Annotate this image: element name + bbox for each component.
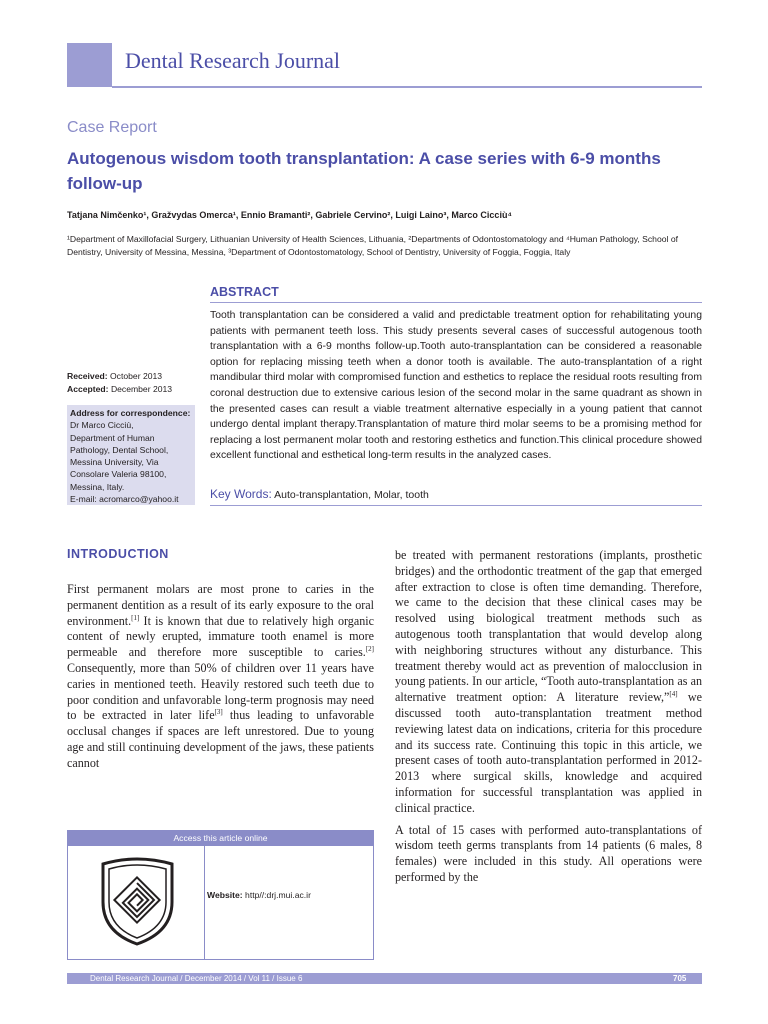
journal-title: Dental Research Journal	[125, 48, 341, 73]
intro-paragraph: First permanent molars are most prone to caries in the permanent dentition as a result of its early exposure to the oral environment.[1] It is known that due to relatively high organic content of newly erupted, immature tooth enamel is more permeable and therefore more susceptible to caries.[2] Consequently, more than 50% of children over 11 years have caries in mentioned teeth. Heavily restored such teeth due to poor condition and unfavorable long-term prognosis may need to be extracted in later life[3] thus leading to unfavorable occlusal changes if spaces are left unrestored. Due to young age and still continuing development of the jaws, these patients cannot	[67, 582, 374, 770]
correspondence-heading: Address for correspondence:	[70, 408, 191, 418]
received-date: Received: October 2013	[67, 371, 163, 381]
keywords-value: Auto-transplantation, Molar, tooth	[274, 489, 429, 501]
article-type: Case Report	[67, 119, 157, 136]
article-dates	[67, 370, 197, 396]
intro-paragraph: be treated with permanent restorations (implants, prosthetic bridges) and the orthodontic treatment of the gap that emerged after extraction to close is often time demanding. Therefore, we came to the decision that these clinical cases may be resolved using biological treatment methods such as autogenous tooth transplantation that would develop along with neighboring structures without any disturbance. This treatment thereby would act as prevention of malocclusion in young patients. In our article, “Tooth auto-transplantation as an alternative treatment option: A literature review,”[4] we discussed tooth auto-transplantation treatment method reviewing latest data on indications, criteria for this procedure and its success rate. Continuing this topic in this article, we present cases of tooth auto-transplantation performed in 2012-2013 where surgical skills, knowledge and acquired information for successful transplantation was applied in clinical practice.	[395, 548, 702, 815]
header-rule	[112, 86, 702, 88]
abstract-text: Tooth transplantation can be considered a valid and predictable treatment option for rehabilitating young patients with permanent teeth loss. This study presents several cases of successful autogenous tooth transplantation with a 6-9 months follow-up.Tooth auto-transplantation can be considered a reasonable option for replacing missing teeth when a donor tooth is available. The auto-transplantation of a right mandibular third molar with compromised function and esthetics to replace the residual roots resulting from coronal destruction due to extensive carious lesion of the second molar in the same quadrant as shown in the presented cases can result a viable treatment alternative especially in a young patient that cannot undergo dental implant therapy.Transplantation of mature third molar seems to be a promising method for replacing a lost permanent molar tooth and restoring esthetics and function.This clinical procedure showed excellent functional and esthetical long-term results in the analyzed cases.	[210, 310, 702, 462]
header-accent-block	[67, 43, 112, 87]
intro-paragraph: A total of 15 cases with performed auto-transplantations of wisdom teeth germs transplants from 14 patients (6 males, 8 females) were included in this study. All operations were performed by the	[395, 822, 702, 884]
affiliations: ¹Department of Maxillofacial Surgery, Lithuanian University of Health Sciences, Lithuania, ²Departments of Odontostomatology and ⁴Human Pathology, School of Dentistry, University of Messina, Messina, ³Department of Odontostomatology, School of Dentistry, University of Foggia, Foggia, Italy	[67, 234, 678, 257]
body-column-right	[395, 548, 702, 892]
access-online-heading: Access this article online	[67, 830, 374, 846]
correspondence-line: Pathology, Dental School,	[70, 444, 169, 455]
keywords-rule	[210, 505, 702, 506]
correspondence-line: Messina, Italy.	[70, 481, 125, 492]
page-number: 705	[673, 974, 687, 983]
correspondence-line: Dr Marco Cicciù,	[70, 420, 134, 431]
journal-logo-icon	[95, 852, 180, 947]
citation-link[interactable]: [2]	[365, 645, 374, 654]
citation-link[interactable]: [4]	[669, 690, 678, 699]
keywords	[210, 487, 702, 501]
website-label: Website:	[207, 890, 243, 900]
author-list: Tatjana Nimčenko¹, Gražvydas Omerca¹, Ennio Bramanti², Gabriele Cervino², Luigi Laino³, Marco Cicciù⁴	[67, 210, 512, 220]
abstract-rule	[210, 302, 702, 303]
website-link[interactable]: http//:drj.mui.ac.ir	[245, 890, 311, 900]
citation-link[interactable]: [3]	[214, 708, 223, 717]
correspondence-box	[67, 405, 195, 505]
correspondence-line: Consolare Valeria 98100,	[70, 469, 167, 480]
article-website	[207, 890, 311, 900]
body-column-left	[67, 582, 374, 778]
correspondence-line: Messina University, Via	[70, 457, 159, 468]
access-box-divider	[204, 846, 205, 960]
introduction-heading: INTRODUCTION	[67, 547, 169, 561]
accepted-date: Accepted: December 2013	[67, 384, 173, 394]
correspondence-email[interactable]: E-mail: acromarco@yahoo.it	[70, 494, 179, 505]
abstract-heading: ABSTRACT	[210, 285, 279, 299]
article-title: Autogenous wisdom tooth transplantation: A case series with 6-9 months follow-up	[67, 149, 661, 193]
citation-link[interactable]: [1]	[131, 613, 140, 622]
footer-citation: Dental Research Journal / December 2014 / Vol 11 / Issue 6	[90, 974, 303, 983]
correspondence-line: Department of Human	[70, 432, 155, 443]
keywords-label: Key Words:	[210, 487, 272, 501]
